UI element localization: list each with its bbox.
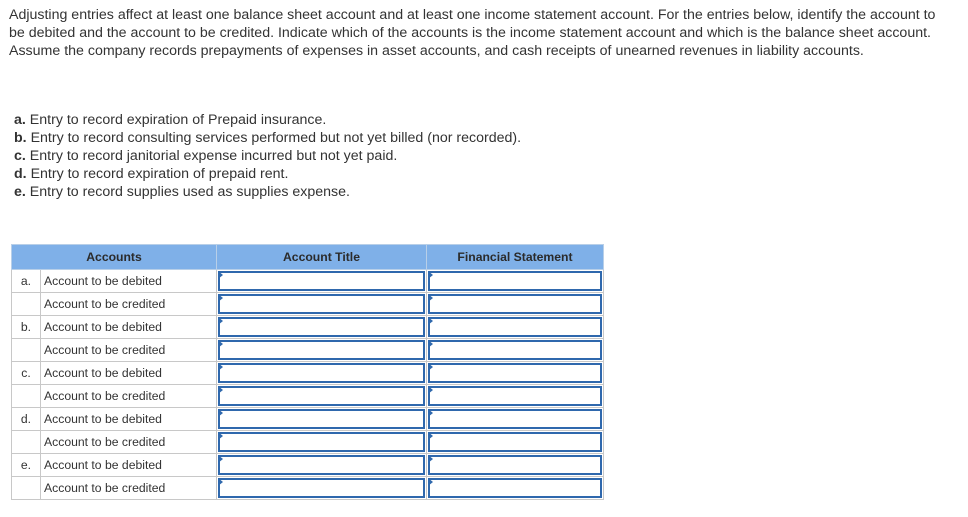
account-title-select[interactable] bbox=[217, 454, 427, 477]
table-row bbox=[12, 431, 604, 454]
instructions-text: Adjusting entries affect at least one balance sheet account and at least one income statement account. For the entries below, identify the account to be debited and the account to be credited. Indicate which of the accounts is the income statement account and which is the balance sheet account. Assume the company records prepayments of expenses in asset accounts, and cash receipts of unearned revenues in liability accounts. bbox=[9, 7, 936, 59]
entry-list bbox=[14, 111, 914, 201]
account-title-select[interactable] bbox=[217, 270, 427, 293]
credit-label: Account to be credited bbox=[41, 431, 217, 454]
row-letter-empty bbox=[12, 293, 41, 316]
credit-label: Account to be credited bbox=[41, 339, 217, 362]
dropdown-arrow-icon bbox=[428, 386, 433, 394]
row-letter: a. bbox=[12, 270, 41, 293]
table-row bbox=[12, 270, 604, 293]
financial-statement-select[interactable] bbox=[427, 362, 604, 385]
table-row bbox=[12, 477, 604, 500]
account-title-header: Account Title bbox=[217, 245, 427, 270]
row-letter: d. bbox=[12, 408, 41, 431]
entry-item-b bbox=[14, 129, 914, 147]
account-title-select[interactable] bbox=[217, 431, 427, 454]
answer-table bbox=[11, 244, 604, 500]
financial-statement-select[interactable] bbox=[427, 339, 604, 362]
row-letter-empty bbox=[12, 339, 41, 362]
row-letter-empty bbox=[12, 385, 41, 408]
entry-item-d bbox=[14, 165, 914, 183]
row-letter: c. bbox=[12, 362, 41, 385]
dropdown-arrow-icon bbox=[218, 409, 223, 417]
financial-statement-select[interactable] bbox=[427, 477, 604, 500]
dropdown-arrow-icon bbox=[218, 317, 223, 325]
row-letter-empty bbox=[12, 477, 41, 500]
dropdown-arrow-icon bbox=[218, 478, 223, 486]
entry-letter: c. bbox=[14, 148, 26, 164]
dropdown-arrow-icon bbox=[428, 317, 433, 325]
debit-label: Account to be debited bbox=[41, 362, 217, 385]
table-row bbox=[12, 339, 604, 362]
debit-label: Account to be debited bbox=[41, 316, 217, 339]
financial-statement-select[interactable] bbox=[427, 293, 604, 316]
dropdown-arrow-icon bbox=[218, 294, 223, 302]
debit-label: Account to be debited bbox=[41, 270, 217, 293]
dropdown-arrow-icon bbox=[428, 432, 433, 440]
account-title-select[interactable] bbox=[217, 362, 427, 385]
entry-text: Entry to record expiration of Prepaid insurance. bbox=[29, 112, 327, 128]
entry-item-a bbox=[14, 111, 914, 129]
entry-text: Entry to record consulting services performed but not yet billed (nor recorded). bbox=[30, 130, 522, 146]
financial-statement-select[interactable] bbox=[427, 270, 604, 293]
financial-statement-header: Financial Statement bbox=[427, 245, 604, 270]
table-row bbox=[12, 293, 604, 316]
credit-label: Account to be credited bbox=[41, 477, 217, 500]
dropdown-arrow-icon bbox=[218, 386, 223, 394]
dropdown-arrow-icon bbox=[428, 271, 433, 279]
financial-statement-select[interactable] bbox=[427, 431, 604, 454]
table-row bbox=[12, 408, 604, 431]
dropdown-arrow-icon bbox=[428, 409, 433, 417]
table-row bbox=[12, 362, 604, 385]
table-row bbox=[12, 316, 604, 339]
dropdown-arrow-icon bbox=[218, 455, 223, 463]
dropdown-arrow-icon bbox=[428, 363, 433, 371]
financial-statement-select[interactable] bbox=[427, 454, 604, 477]
entry-text: Entry to record janitorial expense incurred but not yet paid. bbox=[29, 148, 398, 164]
account-title-select[interactable] bbox=[217, 477, 427, 500]
table-header-row bbox=[12, 245, 604, 270]
dropdown-arrow-icon bbox=[218, 271, 223, 279]
accounts-header: Accounts bbox=[12, 245, 217, 270]
financial-statement-select[interactable] bbox=[427, 385, 604, 408]
table-row bbox=[12, 454, 604, 477]
row-letter-empty bbox=[12, 431, 41, 454]
financial-statement-select[interactable] bbox=[427, 408, 604, 431]
financial-statement-select[interactable] bbox=[427, 316, 604, 339]
entry-item-c bbox=[14, 147, 914, 165]
account-title-select[interactable] bbox=[217, 408, 427, 431]
row-letter: e. bbox=[12, 454, 41, 477]
entry-letter: b. bbox=[14, 130, 27, 146]
credit-label: Account to be credited bbox=[41, 385, 217, 408]
debit-label: Account to be debited bbox=[41, 408, 217, 431]
dropdown-arrow-icon bbox=[428, 455, 433, 463]
dropdown-arrow-icon bbox=[428, 478, 433, 486]
account-title-select[interactable] bbox=[217, 339, 427, 362]
account-title-select[interactable] bbox=[217, 293, 427, 316]
table-row bbox=[12, 385, 604, 408]
dropdown-arrow-icon bbox=[218, 363, 223, 371]
credit-label: Account to be credited bbox=[41, 293, 217, 316]
entry-letter: a. bbox=[14, 112, 26, 128]
entry-text: Entry to record supplies used as supplies expense. bbox=[29, 184, 350, 200]
account-title-select[interactable] bbox=[217, 316, 427, 339]
entry-letter: d. bbox=[14, 166, 27, 182]
debit-label: Account to be debited bbox=[41, 454, 217, 477]
dropdown-arrow-icon bbox=[218, 432, 223, 440]
dropdown-arrow-icon bbox=[428, 340, 433, 348]
entry-item-e bbox=[14, 183, 914, 201]
account-title-select[interactable] bbox=[217, 385, 427, 408]
entry-text: Entry to record expiration of prepaid rent. bbox=[30, 166, 289, 182]
dropdown-arrow-icon bbox=[218, 340, 223, 348]
entry-letter: e. bbox=[14, 184, 26, 200]
row-letter: b. bbox=[12, 316, 41, 339]
dropdown-arrow-icon bbox=[428, 294, 433, 302]
